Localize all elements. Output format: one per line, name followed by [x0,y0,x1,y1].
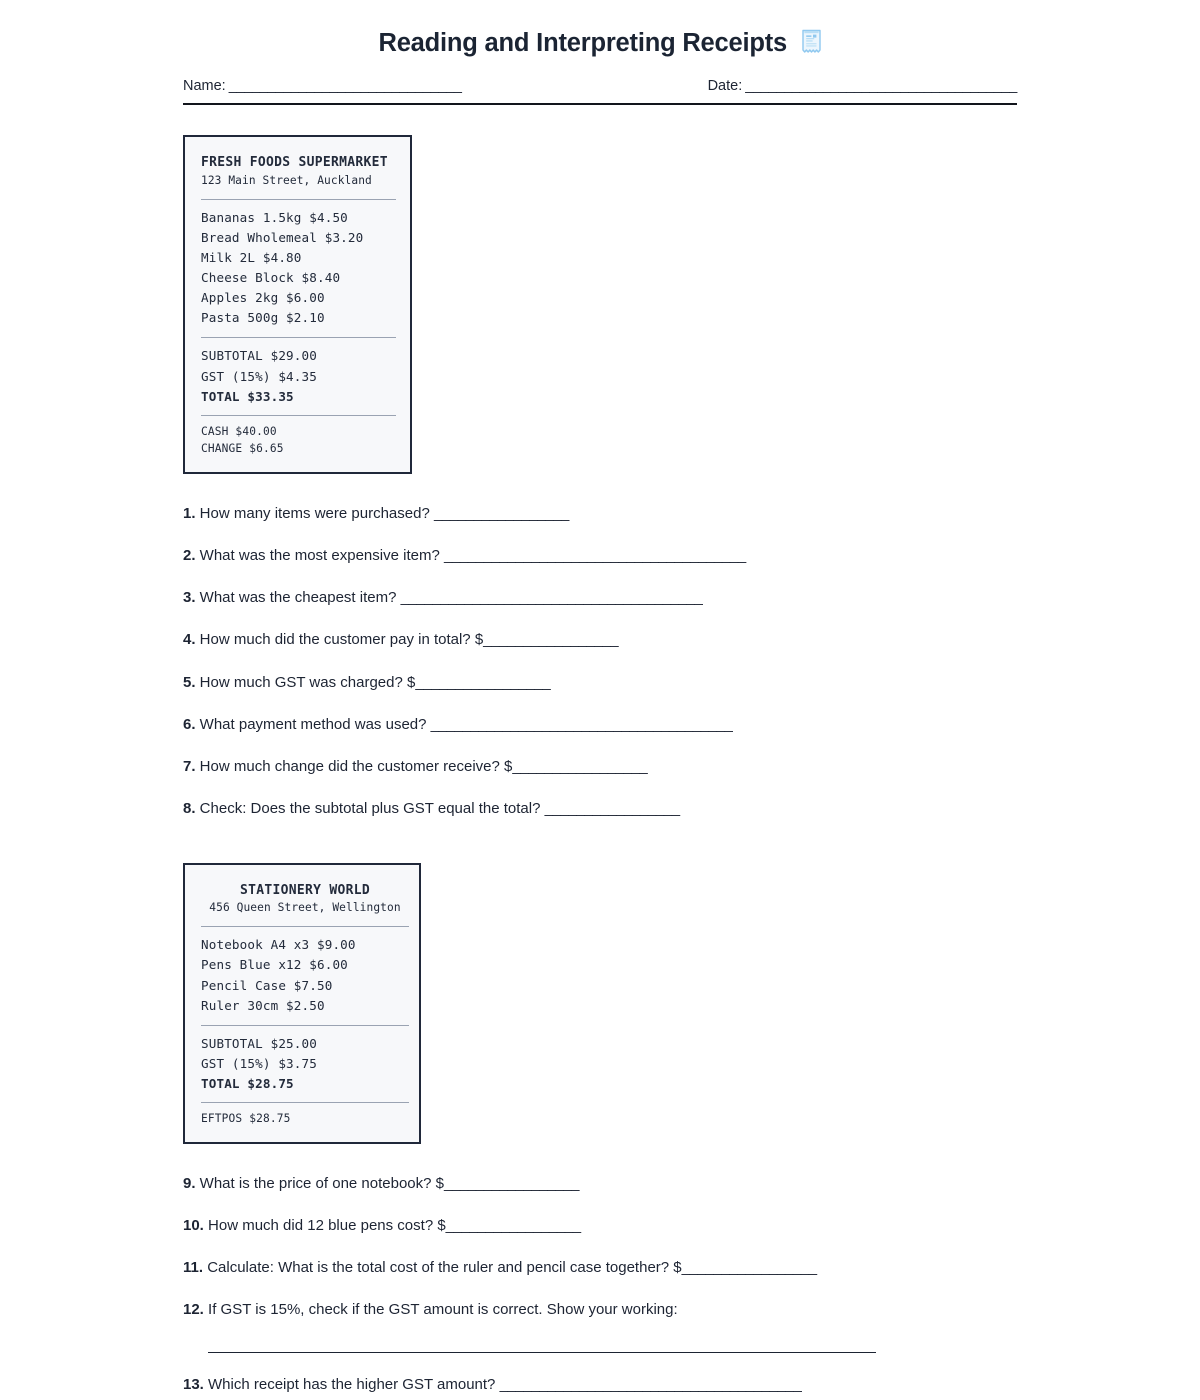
receipt-item: Pens Blue x12 $6.00 [201,957,348,973]
question-number: 9. [183,1174,196,1192]
question-number: 13. [183,1375,204,1393]
answer-blank[interactable]: _________________ [681,1259,817,1277]
date-label: Date: [707,78,743,94]
question-item [183,1375,1017,1395]
working-answer-line[interactable] [208,1352,876,1353]
receipt-total: TOTAL $28.75 [201,1076,294,1092]
question-text: What was the most expensive item? [195,546,444,564]
name-field[interactable] [183,78,462,94]
question-text: How much did the customer pay in total? $ [195,631,484,649]
receipt-store-name: FRESH FOODS SUPERMARKET [201,155,388,170]
answer-blank[interactable]: _________________ [544,800,680,818]
receipt-stationery-world [183,863,421,1144]
receipt-1-area [183,135,1017,474]
receipt-item: Pasta 500g $2.10 [201,310,325,326]
question-number: 6. [183,715,196,733]
receipt-item: Bananas 1.5kg $4.50 [201,209,348,225]
receipt-gst: GST (15%) $3.75 [201,1055,317,1071]
answer-blank[interactable]: ______________________________________ [400,589,703,607]
name-label: Name: [183,78,226,94]
question-item [183,504,1017,524]
receipt-gst: GST (15%) $4.35 [201,368,317,384]
question-text: If GST is 15%, check if the GST amount is correct. Show your working: [203,1301,678,1319]
question-number: 10. [183,1216,204,1234]
page-header [0,0,1200,58]
answer-blank[interactable]: ______________________________________ [499,1375,802,1393]
receipt-2-area [183,863,1017,1144]
question-text: Check: Does the subtotal plus GST equal the total? [195,800,545,818]
question-item [183,1258,1017,1278]
receipt-separator [201,199,396,200]
answer-blank[interactable]: _________________ [444,1174,580,1192]
receipt-item: Ruler 30cm $2.50 [201,997,325,1013]
page-title: Reading and Interpreting Receipts [378,28,788,57]
receipt-subtotal: SUBTOTAL $29.00 [201,348,317,364]
question-text: How much change did the customer receive? $ [195,758,513,776]
question-text: Calculate: What is the total cost of the ruler and pencil case together? $ [203,1259,682,1277]
receipt-store-address: 456 Queen Street, Wellington [209,901,401,915]
receipt-separator [201,1102,409,1103]
receipt-payment-line: CASH $40.00 [201,424,277,438]
receipt-item: Bread Wholemeal $3.20 [201,229,364,245]
question-item [183,546,1017,566]
question-item [183,630,1017,650]
answer-blank[interactable]: _________________ [483,631,619,649]
question-text: What payment method was used? [195,715,431,733]
receipt-total: TOTAL $33.35 [201,388,294,404]
receipt-fresh-foods-supermarket [183,135,412,474]
question-text: What was the cheapest item? [195,589,401,607]
question-number: 1. [183,504,196,522]
question-number: 5. [183,673,196,691]
question-item [183,715,1017,735]
question-item [183,588,1017,608]
receipt-store-address: 123 Main Street, Auckland [201,173,372,187]
receipt-separator [201,415,396,416]
name-blank[interactable]: ______________________________ [228,78,462,94]
receipt-store-name: STATIONERY WORLD [239,882,371,898]
question-text: What is the price of one notebook? $ [195,1174,445,1192]
header-divider [183,103,1017,105]
answer-blank[interactable]: _________________ [415,673,551,691]
question-item [183,799,1017,819]
question-number: 3. [183,589,196,607]
question-number: 7. [183,758,196,776]
answer-blank[interactable]: _________________ [433,504,569,522]
questions-section-1 [183,504,1017,820]
receipt-separator [201,1025,409,1026]
question-item [183,1300,1017,1320]
receipt-item: Notebook A4 x3 $9.00 [201,937,356,953]
receipt-separator [201,926,409,927]
receipt-item: Apples 2kg $6.00 [201,290,325,306]
date-field[interactable] [708,78,1017,94]
receipt-item: Pencil Case $7.50 [201,977,333,993]
question-number: 11. [183,1259,204,1277]
question-text: How much GST was charged? $ [195,673,416,691]
question-text: Which receipt has the higher GST amount? [203,1375,500,1393]
receipt-separator [201,337,396,338]
question-item [183,1216,1017,1236]
date-blank[interactable]: ___________________________________ [745,78,1017,94]
question-text: How many items were purchased? [195,504,434,522]
receipt-change-line: CHANGE $6.65 [201,442,284,456]
question-number: 12. [183,1301,204,1319]
receipt-item: Cheese Block $8.40 [201,270,341,286]
receipt-payment-line: EFTPOS $28.75 [201,1112,291,1126]
question-number: 4. [183,631,196,649]
receipt-item: Milk 2L $4.80 [201,249,302,265]
receipt-subtotal: SUBTOTAL $25.00 [201,1035,317,1051]
questions-section-2 [183,1174,1017,1395]
question-item [183,673,1017,693]
answer-blank[interactable]: _________________ [512,758,648,776]
name-date-row [183,78,1017,94]
receipt-icon [801,29,822,59]
question-text: How much did 12 blue pens cost? $ [203,1216,446,1234]
question-number: 2. [183,546,196,564]
question-item [183,757,1017,777]
answer-blank[interactable]: _________________ [445,1216,581,1234]
answer-blank[interactable]: ______________________________________ [443,546,746,564]
question-item [183,1174,1017,1194]
answer-blank[interactable]: ______________________________________ [430,715,733,733]
question-number: 8. [183,800,196,818]
